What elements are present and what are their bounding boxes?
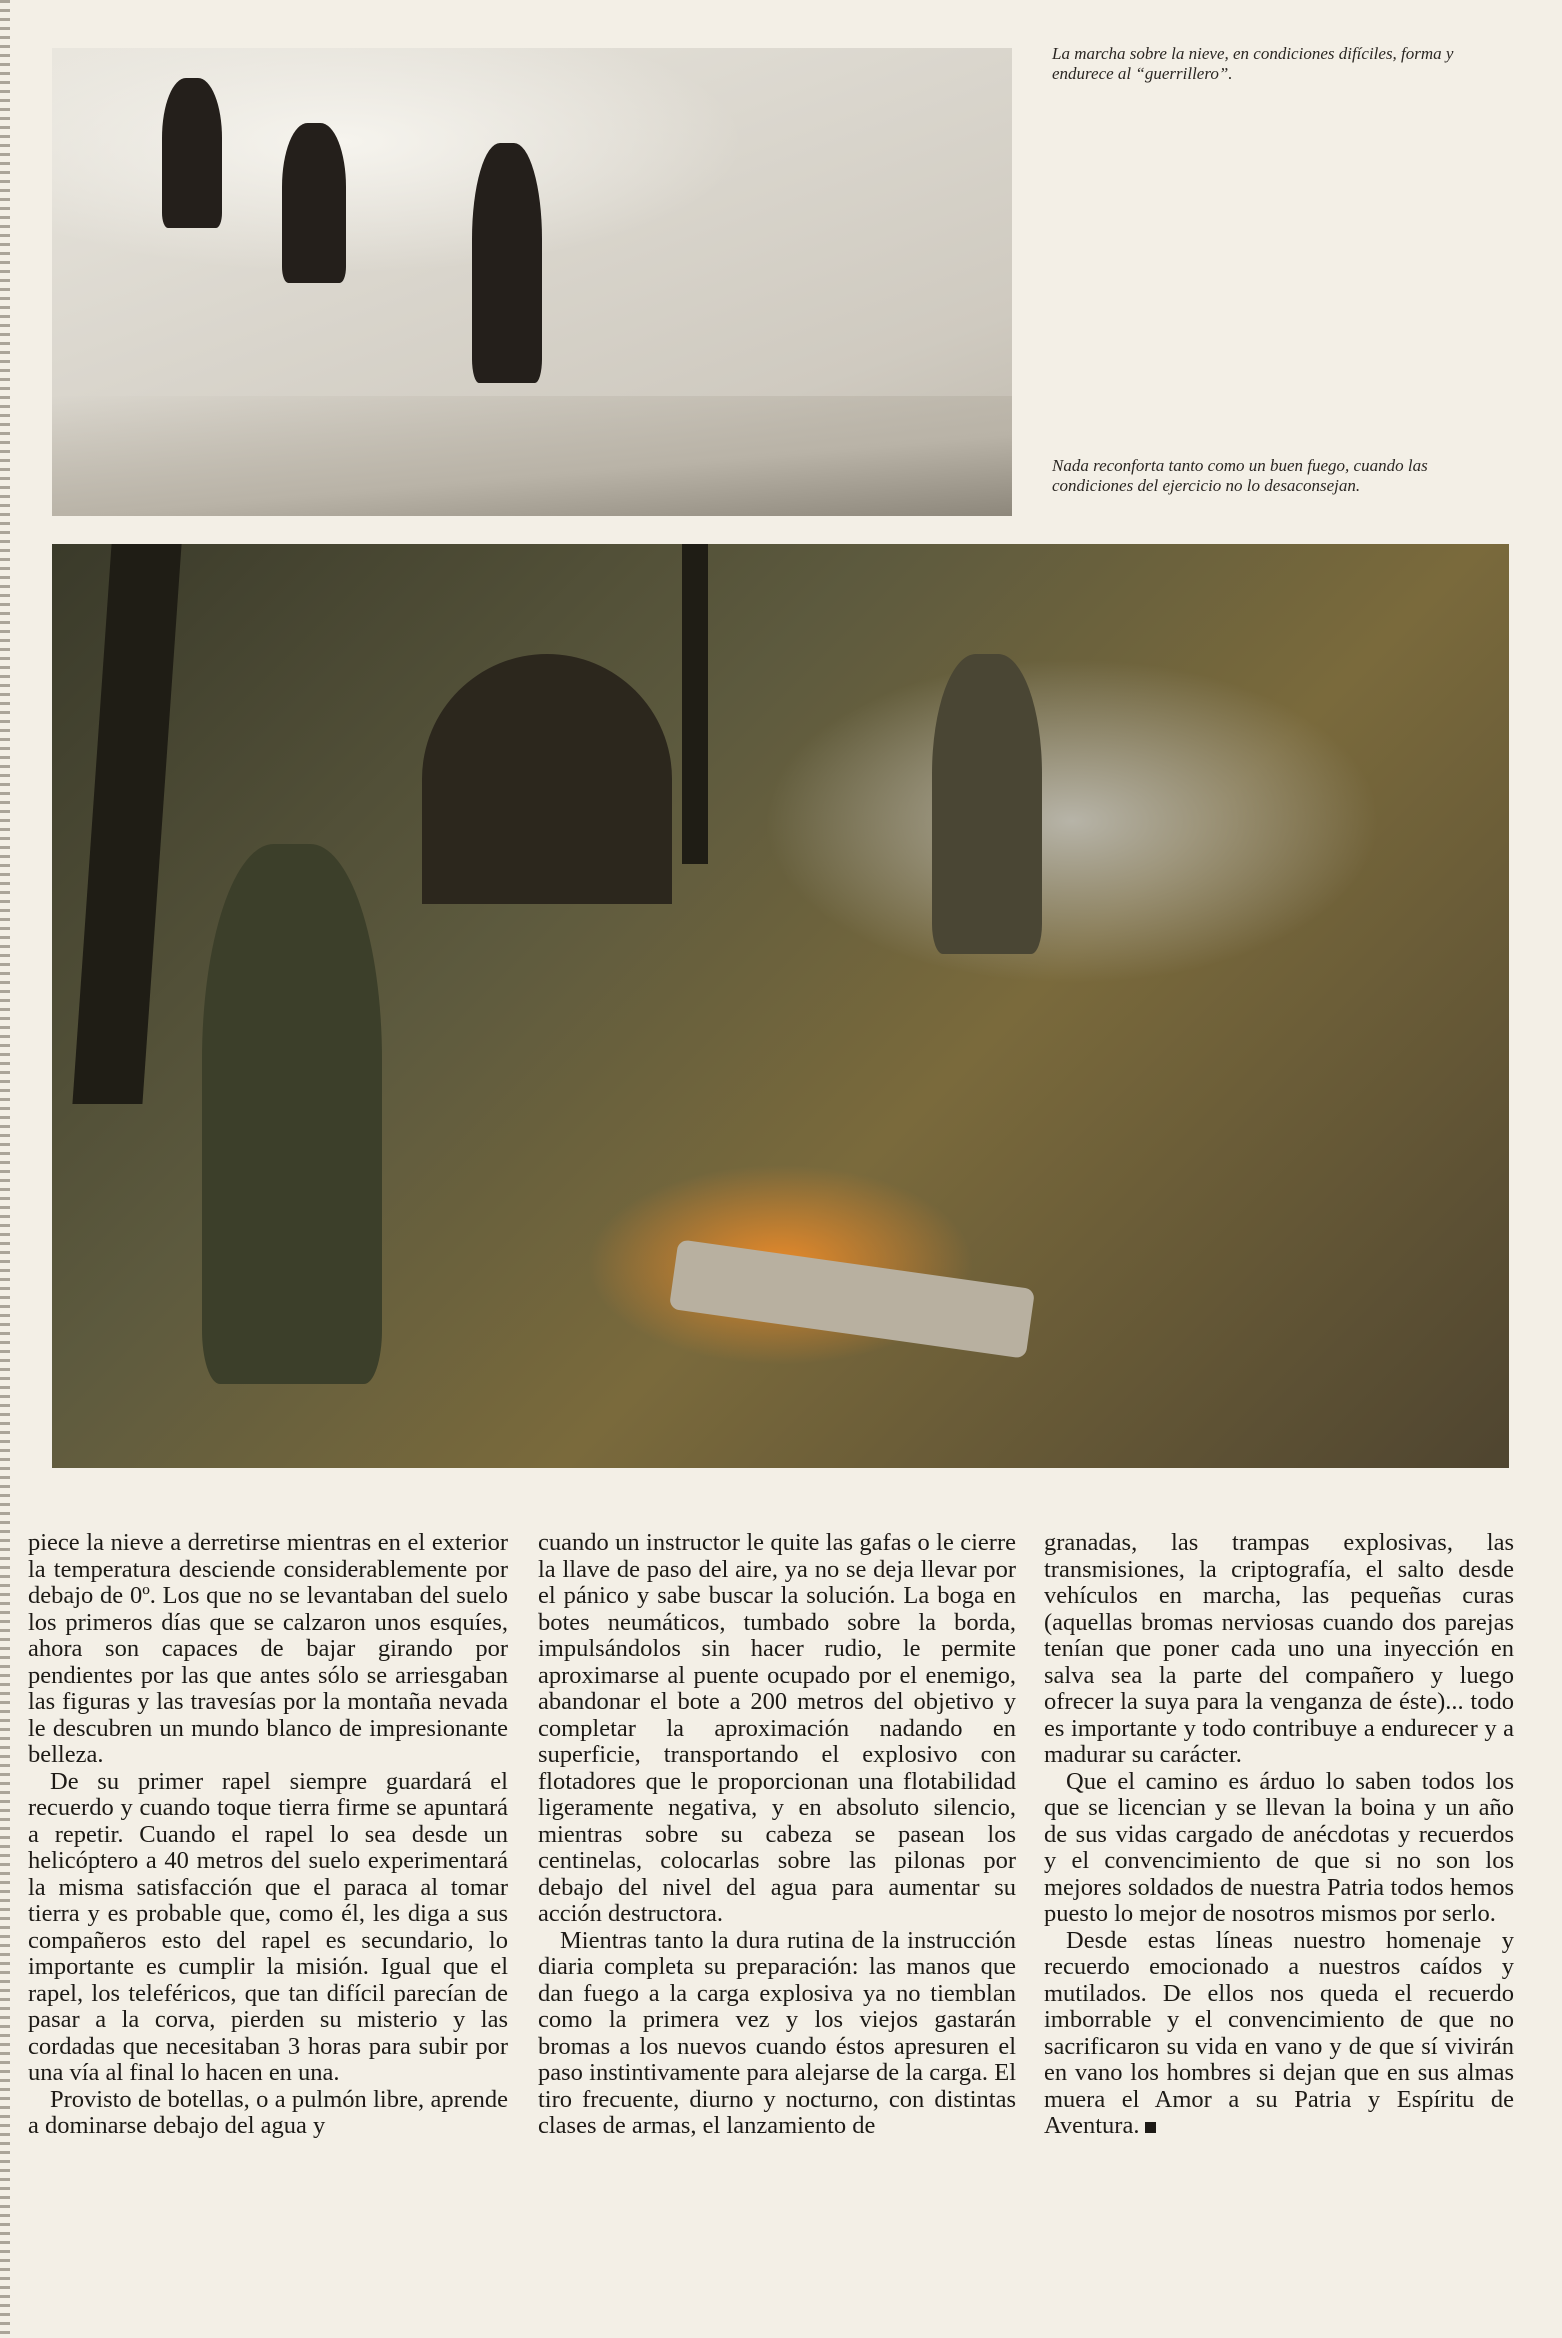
end-of-article-mark [1145, 2122, 1156, 2133]
closing-paragraph: Desde estas líneas nuestro homenaje y recuerdo emocionado a nuestros caídos y mutilados. De ellos nos queda el recuerdo imborrable y el convencimiento de que no sacrificaron su vida en vano y de que sí vivirán en vano los hombres si dejan que en sus almas muera el Amor a su Patria y Espíritu de Aventura. [1044, 1926, 1514, 2139]
photo-caption-fire: Nada reconforta tanto como un buen fuego, cuando las condiciones del ejercicio no lo desaconsejan. [1052, 456, 1428, 495]
photo-soldiers-snow-march [52, 48, 1012, 516]
paragraph: cuando un instructor le quite las gafas o le cierre la llave de paso del aire, ya no se deja llevar por el pánico y sabe buscar la solución. La boga en botes neumáticos, tumbado sobre la borda, impulsándolos sin hacer rudio, le permite aproximarse al puente ocupado por el enemigo, abandonar el bote a 200 metros del objetivo y completar la aproximación nadando en superficie, transportando el explosivo con flotadores que le proporcionan una flotabilidad ligeramente negativa, y en absoluto silencio, mientras sobre su cabeza se pasean los centinelas, colocarlas sobre las pilonas por debajo del nivel del agua para aumentar su acción destructora. [538, 1529, 1016, 1927]
snow-slope [52, 396, 1012, 516]
page-binding-edge [0, 0, 10, 2338]
paragraph [1044, 1928, 1514, 2140]
paragraph: Provisto de botellas, o a pulmón libre, aprende a dominarse debajo del agua y [28, 2085, 508, 2139]
paragraph: De su primer rapel siempre guardará el recuerdo y cuando toque tierra firme se apuntará a repetir. Cuando el rapel lo sea desde un helicóptero a 40 metros del suelo experimentará la misma satisfacción que el paraca al tomar tierra y es probable que, como él, les diga a sus compañeros esto del rapel es secundario, lo importante es cumplir la misión. Igual que el rapel, los teleféricos, que tan difícil parecían de pasar a la corva, pierden su misterio y las cordadas que necesitaban 3 horas para subir por una vía al final lo hacen en una. [28, 1767, 508, 2086]
soldier-figure [202, 844, 382, 1384]
tree-trunk [682, 544, 708, 864]
tree-trunk [72, 544, 181, 1104]
paragraph: granadas, las trampas explosivas, las transmisiones, la criptografía, el salto desde vehículos en marcha, las pequeñas curas (aquellas bromas nerviosas cuando dos parejas tenían que poner cada uno una inyección en salva sea la parte del compañero y luego ofrecer la suya para la venganza de éste)... todo es importante y todo contribuye a endurecer y a madurar su carácter. [1044, 1529, 1514, 1768]
paragraph: piece la nieve a derretirse mientras en el exterior la temperatura desciende considerablemente por debajo de 0º. Los que no se levantaban del suelo los primeros días que se calzaron unos esquíes, ahora son capaces de bajar girando por pendientes por las que antes sólo se arriesgaban las figuras y las travesías por la montaña nevada le descubren un mundo blanco de impresionante belleza. [28, 1529, 508, 1768]
paragraph: Que el camino es árduo lo saben todos los que se licencian y se llevan la boina y un año de sus vidas cargado de anécdotas y recuerdos y el convencimiento de que si no son los mejores soldados de nuestra Patria todos hemos puesto lo mejor de nosotros mismos por serlo. [1044, 1767, 1514, 1927]
article-column-2 [538, 1530, 1016, 2140]
paragraph: Mientras tanto la dura rutina de la instrucción diaria completa su preparación: las manos que dan fuego a la carga explosiva ya no tiemblan como la primera vez y los viejos gastarán bromas a los nuevos cuando éstos apresuren el paso instintivamente para alejarse de la carga. El tiro frecuente, diurno y nocturno, con distintas clases de armas, el lanzamiento de [538, 1926, 1016, 2139]
soldier-figure [282, 123, 346, 283]
photo-caption-snow: La marcha sobre la nieve, en condiciones difíciles, forma y endurece al “guerrillero”. [1052, 44, 1454, 83]
photo-soldiers-campfire [52, 544, 1509, 1468]
soldier-figure [472, 143, 542, 383]
article-column-1 [28, 1530, 508, 2140]
shelter-hut [422, 654, 672, 904]
soldier-figure [932, 654, 1042, 954]
log [669, 1239, 1035, 1358]
soldier-figure [162, 78, 222, 228]
article-column-3 [1044, 1530, 1514, 2140]
